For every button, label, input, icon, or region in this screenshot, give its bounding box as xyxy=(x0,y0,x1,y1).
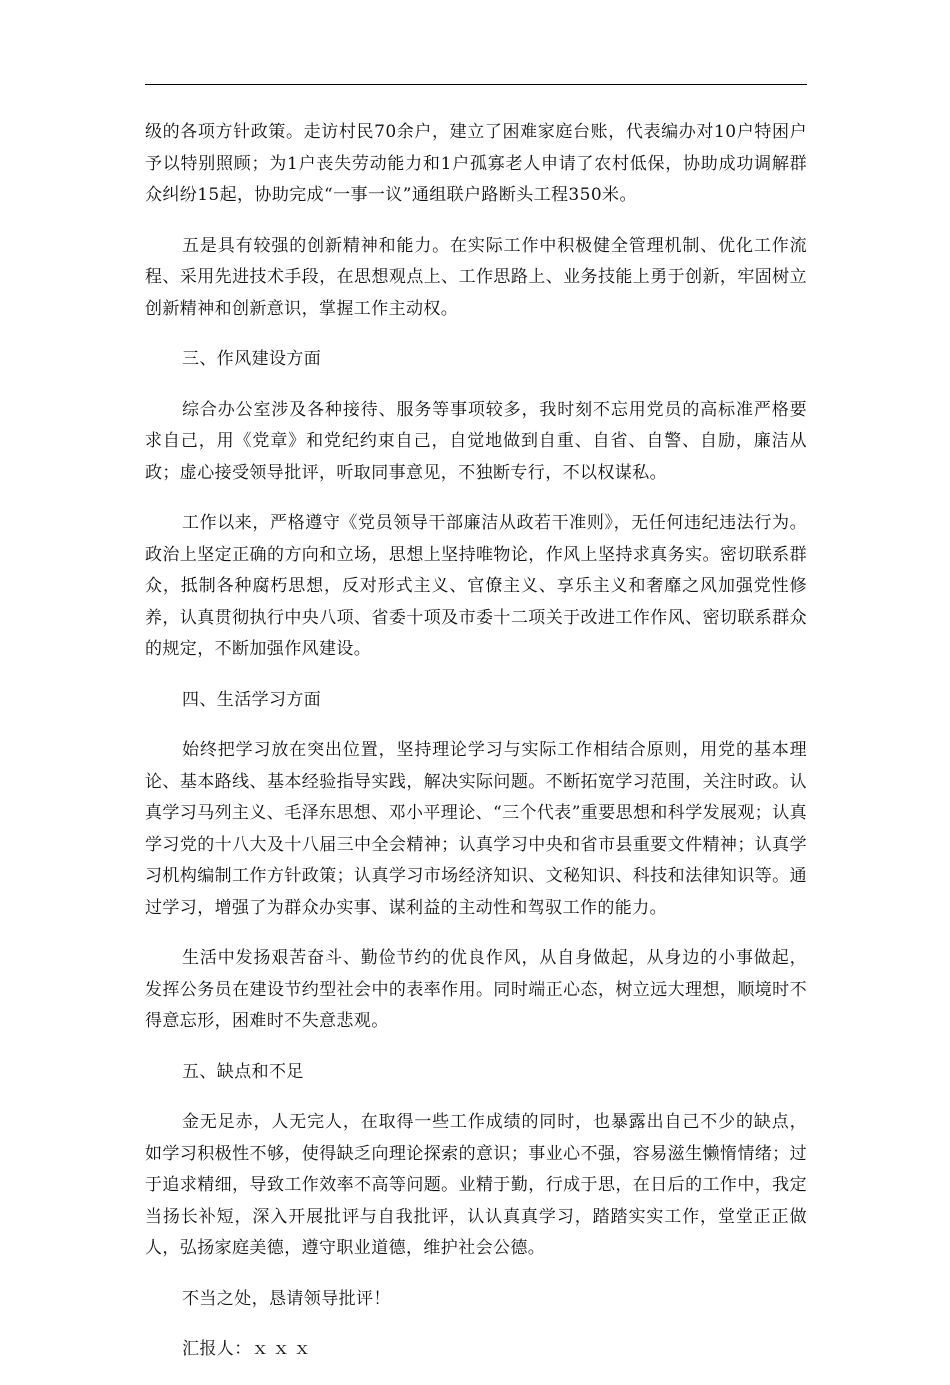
reporter-name: ｘｘｘ xyxy=(251,1339,315,1359)
paragraph-shortcomings: 金无足赤，人无完人，在取得一些工作成绩的同时，也暴露出自己不少的缺点，如学习积极性不够，使得缺乏向理论探索的意识；事业心不强，容易滋生懒惰情绪；过于追求精细，导致工作效率不高等问题。业精于勤，行成于思，在日后的工作中，我定当扬长补短，深入开展批评与自我批评，认认真真学习，踏踏实实工作，堂堂正正做人，弘扬家庭美德，遵守职业道德，维护社会公德。 xyxy=(145,1112,807,1258)
paragraph-discipline: 工作以来，严格遵守《党员领导干部廉洁从政若干准则》，无任何违纪违法行为。政治上坚定正确的方向和立场，思想上坚持唯物论，作风上坚持求真务实。密切联系群众，抵制各种腐朽思想，反对形式主义、官僚主义、享乐主义和奢靡之风加强党性修养，认真贯彻执行中央八项、省委十项及市委十二项关于改进工作作风、密切联系群众的规定，不断加强作风建设。 xyxy=(145,513,807,659)
paragraph-learning: 始终把学习放在突出位置，坚持理论学习与实际工作相结合原则，用党的基本理论、基本路线、基本经验指导实践，解决实际问题。不断拓宽学习范围，关注时政。认真学习马列主义、毛泽东思想、邓小平理论、“三个代表”重要思想和科学发展观；认真学习党的十八大及十八届三中全会精神；认真学习中央和省市县重要文件精神；认真学习机构编制工作方针政策；认真学习市场经济知识、文秘知识、科技和法律知识等。通过学习，增强了为群众办实事、谋利益的主动性和驾驭工作的能力。 xyxy=(145,740,807,918)
paragraph-life: 生活中发扬艰苦奋斗、勤俭节约的优良作风，从自身做起，从身边的小事做起，发挥公务员在建设节约型社会中的表率作用。同时端正心态，树立远大理想，顺境时不得意忘形，困难时不失意悲观。 xyxy=(145,948,807,1031)
paragraph-closing: 不当之处，恳请领导批评！ xyxy=(182,1288,391,1309)
section-heading-study: 四、生活学习方面 xyxy=(182,689,322,710)
header-rule xyxy=(145,84,807,85)
paragraph-innovation: 五是具有较强的创新精神和能力。在实际工作中积极健全管理机制、优化工作流程、采用先进技术手段，在思想观点上、工作思路上、业务技能上勇于创新，牢固树立创新精神和创新意识，掌握工作主动权。 xyxy=(145,235,807,319)
reporter-label: 汇报人： xyxy=(182,1339,252,1359)
paragraph-office-conduct: 综合办公室涉及各种接待、服务等事项较多，我时刻不忘用党员的高标准严格要求自己，用《党章》和党纪约束自己，自觉地做到自重、自省、自警、自励，廉洁从政；虚心接受领导批评，听取同事意见，不独断专行，不以权谋私。 xyxy=(145,399,807,483)
reporter-line xyxy=(145,1334,807,1366)
section-heading-shortcomings: 五、缺点和不足 xyxy=(182,1061,304,1082)
paragraph-continued: 级的各项方针政策。走访村民70余户，建立了困难家庭台账，代表编办对10户特困户予以特别照顾；为1户丧失劳动能力和1户孤寡老人申请了农村低保，协助成功调解群众纠纷15起，协助完成“一事一议”通组联户路断头工程350米。 xyxy=(145,122,807,205)
section-heading-style: 三、作风建设方面 xyxy=(182,349,322,369)
document-body xyxy=(145,117,807,1385)
